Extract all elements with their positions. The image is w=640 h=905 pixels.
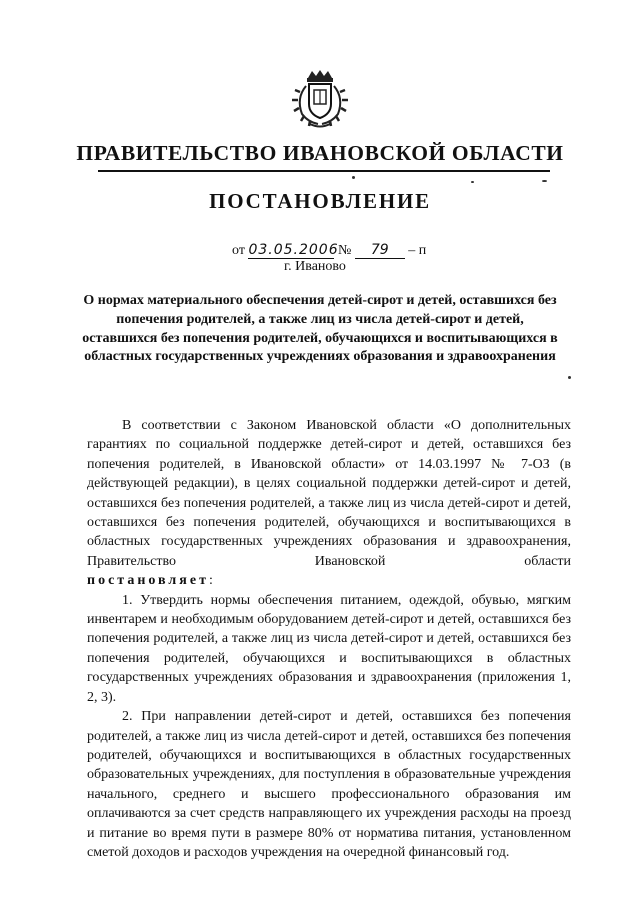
- decree-colon: :: [208, 573, 213, 589]
- date-prefix: от: [232, 243, 245, 258]
- date-number-line: [232, 243, 426, 259]
- city-line: г. Иваново: [284, 259, 346, 274]
- handwritten-date: 03.05.2006: [248, 242, 339, 258]
- decree-word: постановляет: [87, 573, 209, 589]
- item-2-paragraph: 2. При направлении детей-сирот и детей, оставшихся без попечения родителей, а также лиц из числа детей-сирот и детей, оставшихся без попечения родителей, обучающихся и воспитывающихся в областных государственных образовательных учреждениях, для поступления в образовательные учреждения начального, среднего и высшего профессионального образования им оплачиваются за счет средств направляющего их учреждения расходы на проезд и питание во время пути в размере 80% от норматива питания, установленном сметой доходов и расходов учреждения на очередной финансовый год.: [87, 709, 571, 860]
- number-suffix: – п: [408, 243, 427, 258]
- heading-underline: [98, 170, 550, 172]
- government-heading: ПРАВИТЕЛЬСТВО ИВАНОВСКОЙ ОБЛАСТИ: [76, 141, 564, 165]
- number-sign: №: [337, 243, 352, 258]
- document-type-heading: ПОСТАНОВЛЕНИЕ: [209, 189, 431, 213]
- scan-speck: [352, 176, 355, 179]
- handwritten-number: 79: [355, 243, 405, 259]
- decree-line: [87, 571, 571, 590]
- preamble-paragraph: В соответствии с Законом Ивановской области «О дополнительных гарантиях по социальной поддержке детей-сирот и детей, оставшихся без попечения родителей, в Ивановской области» от 14.03.1997 № 7-ОЗ (в действующей редакции), в целях социальной поддержки детей-сирот и детей, оставшихся без попечения родителей, а также лиц из числа детей-сирот и детей, оставшихся без попечения родителей, обучающихся и воспитывающихся в областных государственных учреждениях образования и здравоохранения, Правительство Ивановской области: [87, 418, 571, 569]
- document-title: О нормах материального обеспечения детей-сирот и детей, оставшихся без попечения родителей, а также лиц из числа детей-сирот и детей, оставшихся без попечения родителей, обучающихся и воспитывающихся в областных государственных учреждениях образования и здравоохранения: [82, 293, 558, 365]
- scan-speck: [568, 376, 571, 379]
- coat-of-arms-emblem: [288, 68, 352, 130]
- scan-speck: [471, 181, 474, 183]
- item-1-paragraph: 1. Утвердить нормы обеспечения питанием, одеждой, обувью, мягким инвентарем и необходимым оборудованием детей-сирот и детей, оставшихся без попечения родителей, а также лиц из числа детей-сирот и детей, оставшихся без попечения родителей, обучающихся и воспитывающихся в областных государственных учреждениях образования и здравоохранения (приложения 1, 2, 3).: [87, 592, 571, 705]
- document-body: [87, 416, 571, 862]
- scan-speck: [542, 180, 547, 182]
